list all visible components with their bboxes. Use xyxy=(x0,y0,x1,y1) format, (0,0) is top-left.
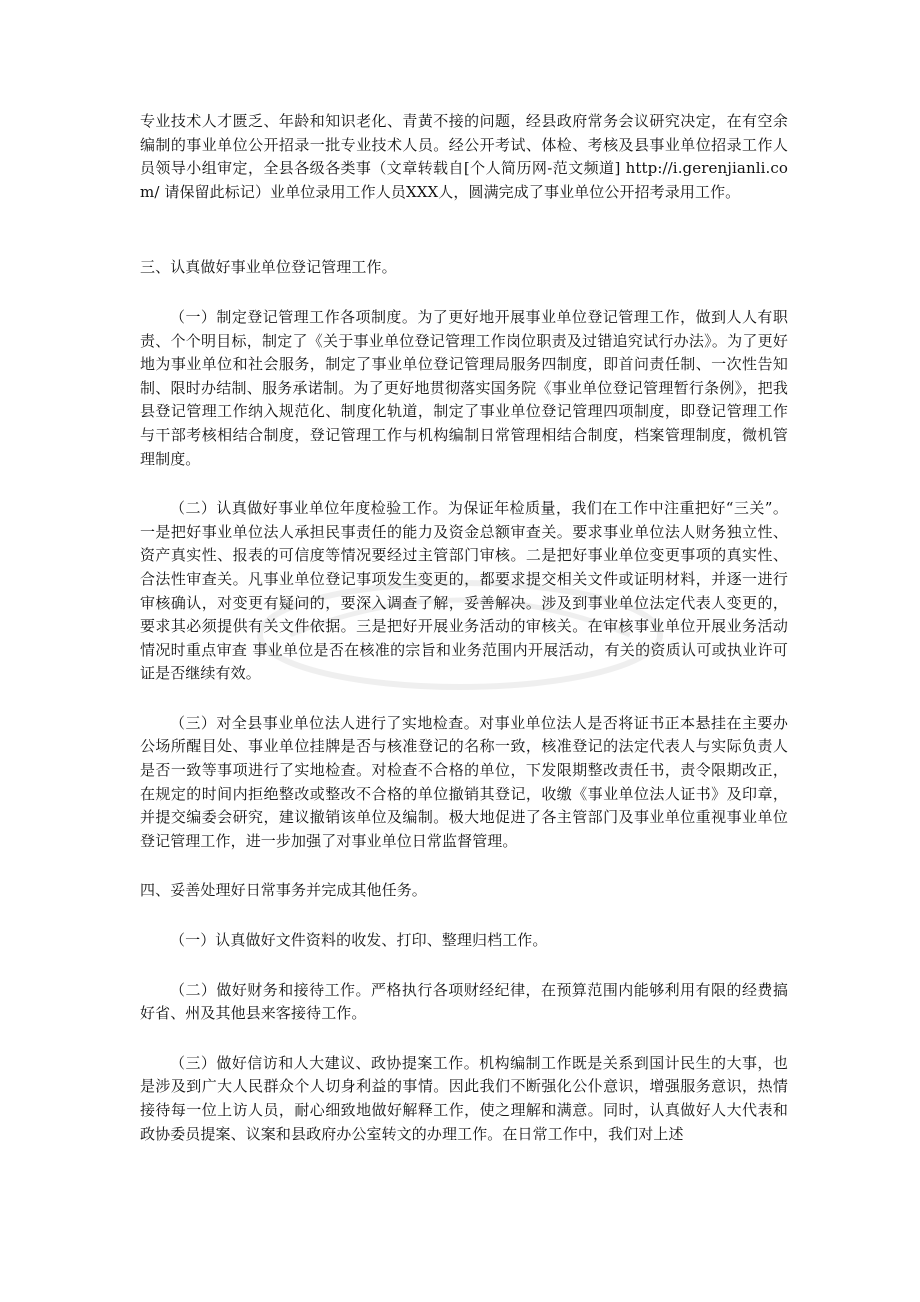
document-body xyxy=(140,110,788,1146)
paragraph-intro: 专业技术人才匮乏、年龄和知识老化、青黄不接的问题，经县政府常务会议研究决定，在有空余编制的事业单位公开招录一批专业技术人员。经公开考试、体检、考核及县事业单位招录工作人员领导小组审定，全县各级各类事（文章转载自[个人简历网-范文频道] http://i.gerenjianli.com/ 请保留此标记）业单位录用工作人员XXX人，圆满完成了事业单位公开招考录用工作。 xyxy=(140,112,788,201)
section-heading-4: 四、妥善处理好日常事务并完成其他任务。 xyxy=(140,881,427,900)
paragraph-4-1: （一）认真做好文件资料的收发、打印、整理归档工作。 xyxy=(170,931,548,950)
paragraph-4-2: （二）做好财务和接待工作。严格执行各项财经纪律，在预算范围内能够利用有限的经费搞好省、州及其他县来客接待工作。 xyxy=(140,980,788,1023)
paragraph-3-1: （一）制定登记管理工作各项制度。为了更好地开展事业单位登记管理工作，做到人人有职责、个个明目标，制定了《关于事业单位登记管理工作岗位职责及过错追究试行办法》。为了更好地为事业单位和社会服务，制定了事业单位登记管理局服务四制度，即首问责任制、一次性告知制、限时办结制、服务承诺制。为了更好地贯彻落实国务院《事业单位登记管理暂行条例》，把我县登记管理工作纳入规范化、制度化轨道，制定了事业单位登记管理四项制度，即登记管理工作与干部考核相结合制度，登记管理工作与机构编制日常管理相结合制度，档案管理制度，微机管理制度。 xyxy=(140,307,788,468)
section-heading-3: 三、认真做好事业单位登记管理工作。 xyxy=(140,258,397,277)
paragraph-3-2: （二）认真做好事业单位年度检验工作。为保证年检质量，我们在工作中注重把好“三关”。一是把好事业单位法人承担民事责任的能力及资金总额审查关。要求事业单位法人财务独立性、资产真实性、报表的可信度等情况要经过主管部门审核。二是把好事业单位变更事项的真实性、合法性审查关。凡事业单位登记事项发生变更的，都要求提交相关文件或证明材料，并逐一进行审核确认，对变更有疑问的，要深入调查了解，妥善解决。涉及到事业单位法定代表人变更的，要求其必须提供有关文件依据。三是把好开展业务活动的审核关。在审核事业单位开展业务活动情况时重点审查 事业单位是否在核准的宗旨和业务范围内开展活动，有关的资质认可或执业许可证是否继续有效。 xyxy=(140,499,788,683)
paragraph-4-3: （三）做好信访和人大建议、政协提案工作。机构编制工作既是关系到国计民生的大事，也是涉及到广大人民群众个人切身利益的事情。因此我们不断强化公仆意识，增强服务意识，热情接待每一位上访人员，耐心细致地做好解释工作，使之理解和满意。同时，认真做好人大代表和政协委员提案、议案和县政府办公室转文的办理工作。在日常工作中，我们对上述 xyxy=(140,1053,788,1143)
paragraph-3-3: （三）对全县事业单位法人进行了实地检查。对事业单位法人是否将证书正本悬挂在主要办公场所醒目处、事业单位挂牌是否与核准登记的名称一致，核准登记的法定代表人与实际负责人是否一致等事项进行了实地检查。对检查不合格的单位，下发限期整改责任书，责令限期改正，在规定的时间内拒绝整改或整改不合格的单位撤销其登记，收缴《事业单位法人证书》及印章，并提交编委会研究，建议撤销该单位及编制。极大地促进了各主管部门及事业单位重视事业单位登记管理工作，进一步加强了对事业单位日常监督管理。 xyxy=(140,713,788,850)
